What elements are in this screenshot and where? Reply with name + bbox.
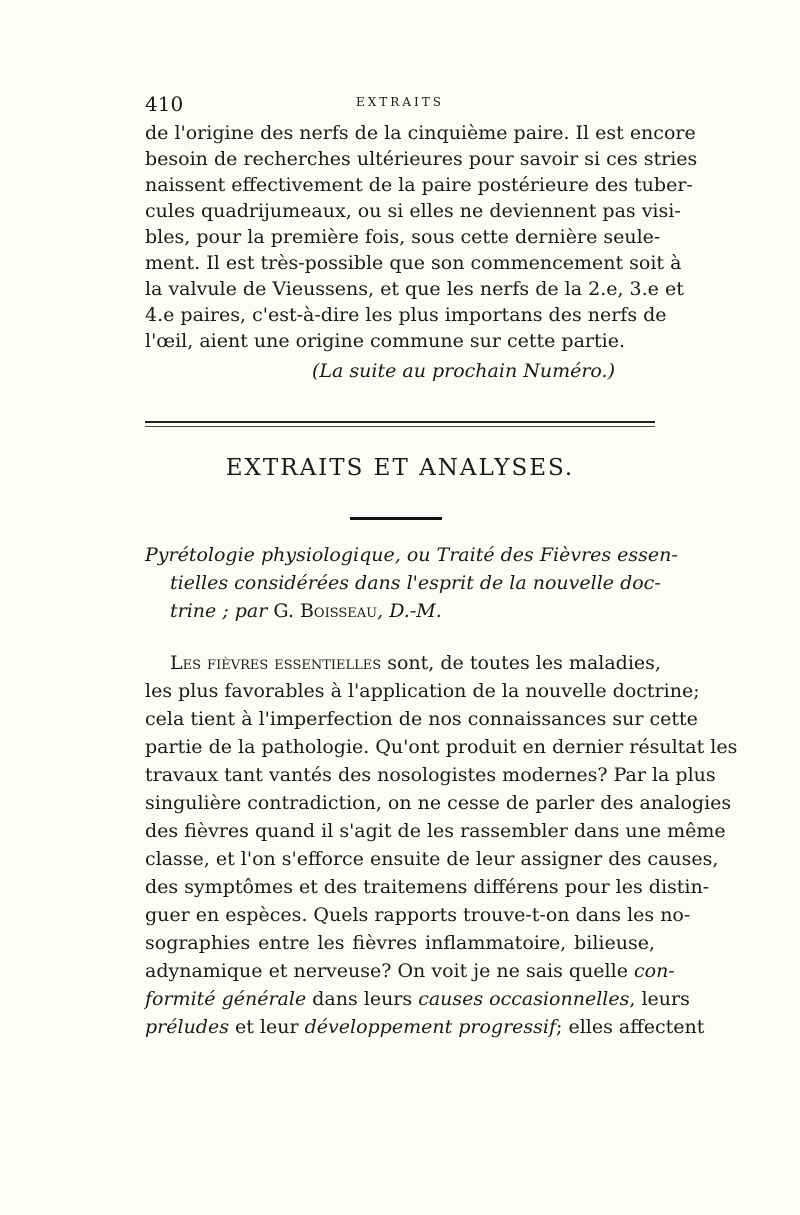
section-title: EXTRAITS ET ANALYSES. [225,455,575,481]
body-opening-rest: sont, de toutes les maladies, [381,652,661,674]
book-heading-line: tielles considérées dans l'esprit de la nouvelle doc- [170,572,661,594]
continued-text-line: de l'origine des nerfs de la cinquième paire. Il est encore [145,122,696,144]
body-italic: formité générale [145,988,307,1010]
body-line [145,986,690,1013]
continued-text-line: la valvule de Vieussens, et que les nerfs de la 2.e, 3.e et [145,278,684,300]
continued-text-line: l'œil, aient une origine commune sur cette partie. [145,330,625,352]
body-line [145,958,675,985]
body-text: adynamique et nerveuse? On voit je ne sais quelle [145,960,634,982]
body-line: guer en espèces. Quels rapports trouve-t-on dans les no- [145,904,691,926]
short-rule-divider [350,517,442,520]
body-italic: développement progressif [304,1016,557,1038]
book-author-degree: , D.-M. [377,600,442,622]
book-heading-line [170,598,655,625]
double-rule-divider [145,421,655,427]
body-text: et leur [228,1016,305,1038]
body-line: partie de la pathologie. Qu'ont produit en dernier résultat les [145,736,738,758]
body-line: des symptômes et des traitemens différens pour les distin- [145,876,710,898]
body-text: dans leurs [306,988,419,1010]
body-italic: causes occasionnelles [418,988,630,1010]
book-author: G. Boisseau [273,600,378,622]
body-line [170,650,661,677]
body-line: sographies entre les fièvres inflammatoire, bilieuse, [145,932,655,954]
continued-text-line: besoin de recherches ultérieures pour savoir si ces stries [145,148,698,170]
body-line: cela tient à l'imperfection de nos connaissances sur cette [145,708,698,730]
continued-text-line: ment. Il est très-possible que son commencement soit à [145,252,682,274]
body-line: singulière contradiction, on ne cesse de parler des analogies [145,792,732,814]
body-line [145,1014,705,1041]
continued-text-line: naissent effectivement de la paire postérieure des tuber- [145,174,693,196]
book-heading-line: Pyrétologie physiologique, ou Traité des Fièvres essen- [145,544,678,566]
continued-text-line: bles, pour la première fois, sous cette dernière seule- [145,226,661,248]
running-head [145,92,655,116]
continued-text-line: 4.e paires, c'est-à-dire les plus importans des nerfs de [145,304,667,326]
body-italic: préludes [145,1016,229,1038]
body-line: travaux tant vantés des nosologistes modernes? Par la plus [145,764,716,786]
running-title: EXTRAITS [356,95,444,109]
body-line: classe, et l'on s'efforce ensuite de leur assigner des causes, [145,848,719,870]
page-number: 410 [145,92,184,116]
body-italic: con- [633,960,675,982]
book-heading-title-end: trine ; par [170,600,268,622]
body-line: des fièvres quand il s'agit de les rassembler dans une même [145,820,726,842]
body-opening-smallcaps: Les fièvres essentielles [170,652,382,674]
continued-text-line: cules quadrijumeaux, ou si elles ne deviennent pas visi- [145,200,681,222]
continuation-note: (La suite au prochain Numéro.) [312,360,615,382]
body-line: les plus favorables à l'application de la nouvelle doctrine; [145,680,700,702]
body-text: , leurs [629,988,690,1010]
body-text: ; elles affectent [556,1016,705,1038]
